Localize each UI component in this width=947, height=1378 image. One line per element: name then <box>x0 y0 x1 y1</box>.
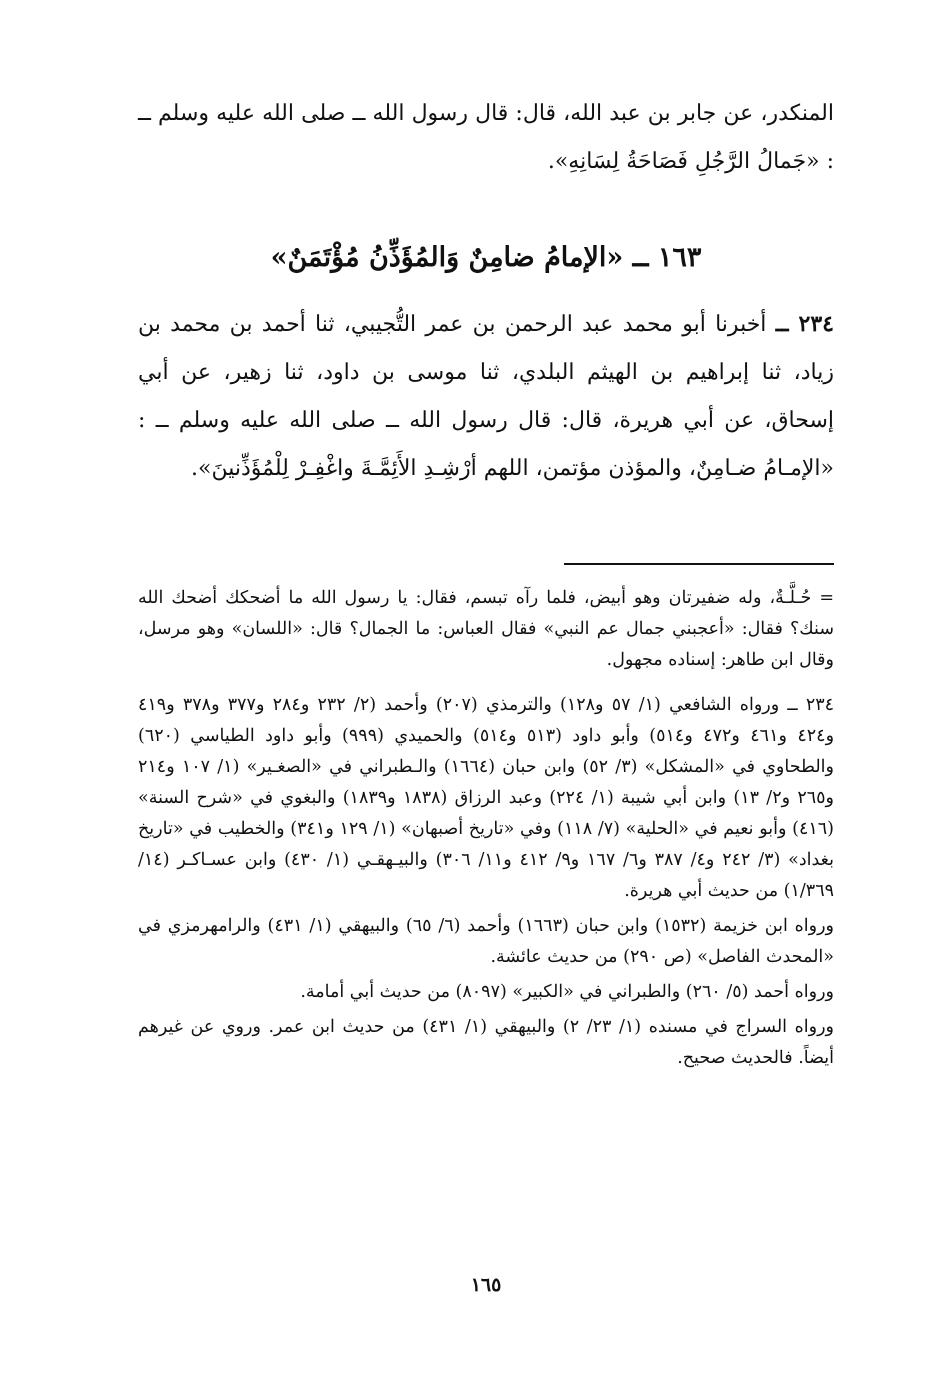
footnote-continuation: = حُـلَّـةٌ، وله ضفيرتان وهو أبيض، فلما رآه تبسم، فقال: يا رسول الله ما أضحكك أضحك الله سنك؟ فقال: «أعجبني جمال عم النبي» فقال العباس: ما الجمال؟ قال: «اللسان» وهو مرسل، وقال ابن طاهر: إسناده مجهول. <box>138 588 834 670</box>
hadith-number: ٢٣٤ ــ <box>775 311 834 337</box>
footnote-separator <box>564 563 834 565</box>
page-number: ١٦٥ <box>470 1274 502 1296</box>
footnote-234: ٢٣٤ ــ ورواه الشافعي (١/ ٥٧ و١٢٨) والترمذي (٢٠٧) وأحمد (٢/ ٢٣٢ و٢٨٤ و٣٧٧ و٣٧٨ و٤١٩ و٤٢٤ و٤٦١ و٤٧٢ و٥١٤) وأبو داود (٥١٣ و٥١٤) والحميدي (٩٩٩) وأبو داود الطياسي (٦٢٠) والطحاوي في «المشكل» (٣/ ٥٢) وابن حبان (١٦٦٤) والـطبراني في «الصغـير» (١/ ١٠٧ و٢١٤ و٢٦٥ و٢/ ١٣) وابن أبي شيبة (١/ ٢٢٤) وعبد الرزاق (١٨٣٨ و١٨٣٩) والبغوي في «شرح السنة» (٤١٦) وأبو نعيم في «الحلية» (٧/ ١١٨) وفي «تاريخ أصبهان» (١/ ١٢٩ و٣٤١) والخطيب في «تاريخ بغداد» (٣/ ٢٤٢ و٤/ ٣٨٧ و٦/ ١٦٧ و٩/ ٤١٢ و١١/ ٣٠٦) والبيـهقـي (١/ ٤٣٠) وابن عسـاكـر (١٤/ ١/٣٦٩) من حديث أبي هريرة. <box>138 695 835 901</box>
intro-paragraph: المنكدر، عن جابر بن عبد الله، قال: قال رسول الله ــ صلى الله عليه وسلم ــ : «جَمالُ الرَّجُلِ فَصَاحَةُ لِسَانِهِ». <box>138 101 834 174</box>
footnote-abu-umama: ورواه أحمد (٥/ ٢٦٠) والطبراني في «الكبير» (٨٠٩٧) من حديث أبي أمامة. <box>300 982 834 1002</box>
footnote-aisha: ورواه ابن خزيمة (١٥٣٢) وابن حبان (١٦٦٣) وأحمد (٦/ ٦٥) والبيهقي (١/ ٤٣١) والرامهرمزي في «المحدث الفاصل» (ص ٢٩٠) من حديث عائشة. <box>138 916 835 967</box>
hadith-text: أخبرنا أبو محمد عبد الرحمن بن عمر التُّجيبي، ثنا أحمد بن محمد بن زياد، ثنا إبراهيم بن الهيثم البلدي، ثنا موسى بن داود، ثنا زهير، عن أبي إسحاق، عن أبي هريرة، قال: قال رسول الله ــ صلى الله عليه وسلم ــ : «الإمـامُ ضـامِنٌ، والمؤذن مؤتمن، اللهم أرْشِـدِ الأَئِمَّـةَ واغْفِـرْ لِلْمُؤَذِّنينَ». <box>138 312 834 481</box>
hadith-paragraph <box>138 300 834 493</box>
footnote-ibn-umar: ورواه السراج في مسنده (١/ ٢٣/ ٢) والبيهقي (١/ ٤٣١) من حديث ابن عمر. وروي عن غيرهم أيضاً. فالحديث صحيح. <box>138 1017 834 1068</box>
chapter-heading: ١٦٣ ــ «الإمامُ ضامِنٌ وَالمُؤَذِّنُ مُؤْتَمَنٌ» <box>270 242 702 273</box>
book-page <box>138 90 834 1360</box>
